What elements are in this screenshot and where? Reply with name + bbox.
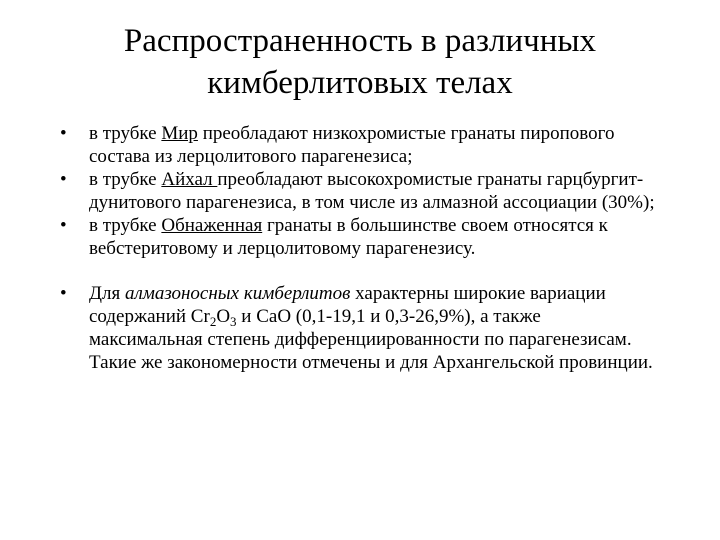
bullet-text-pre: в трубке	[89, 169, 162, 190]
slide-title	[40, 20, 680, 104]
bullet-text-pre: Для	[89, 283, 125, 304]
title-line-1: Распространенность в различных	[123, 23, 597, 59]
pipe-name-mir: Мир	[161, 123, 198, 144]
bullet-text-pre: в трубке	[89, 215, 162, 236]
bullet-text-mid: характерны широкие вариации содержаний Cr	[89, 283, 606, 327]
bullet-item-aikhal	[56, 168, 656, 214]
italic-term: алмазоносных кимберлитов	[124, 283, 351, 304]
oxygen-symbol: O	[216, 306, 231, 327]
title-line-2: кимберлитовых телах	[207, 65, 513, 101]
bullet-text-post: преобладают низкохромистые гранаты пиропового состава из лерцолитового парагенезиса;	[89, 123, 615, 167]
bullet-item-diamondiferous	[56, 282, 656, 374]
bullet-text-pre: в трубке	[89, 123, 162, 144]
pipe-name-obnazhennaya: Обнаженная	[161, 215, 263, 236]
pipe-name-aikhal: Айхал	[161, 169, 218, 190]
bullet-item-obnazhennaya	[56, 214, 656, 260]
bullet-text-post: преобладают высокохромистые гранаты гарцбургит-дунитового парагенезиса, в том числе из алмазной ассоциации (30%);	[89, 169, 655, 213]
bullet-item-mir	[56, 122, 656, 168]
bullet-text-post: и CaO (0,1-19,1 и 0,3-26,9%), а также максимальная степень дифференциированности по парагенезисам. Такие же закономерности отмечены и для Архангельской провинции.	[89, 306, 653, 373]
subscript-3: 3	[230, 314, 237, 329]
subscript-2: 2	[209, 314, 217, 329]
bullet-list	[56, 122, 656, 374]
bullet-text-post: гранаты в большинстве своем относятся к вебстеритовому и лерцолитовому парагенезису.	[89, 215, 608, 259]
